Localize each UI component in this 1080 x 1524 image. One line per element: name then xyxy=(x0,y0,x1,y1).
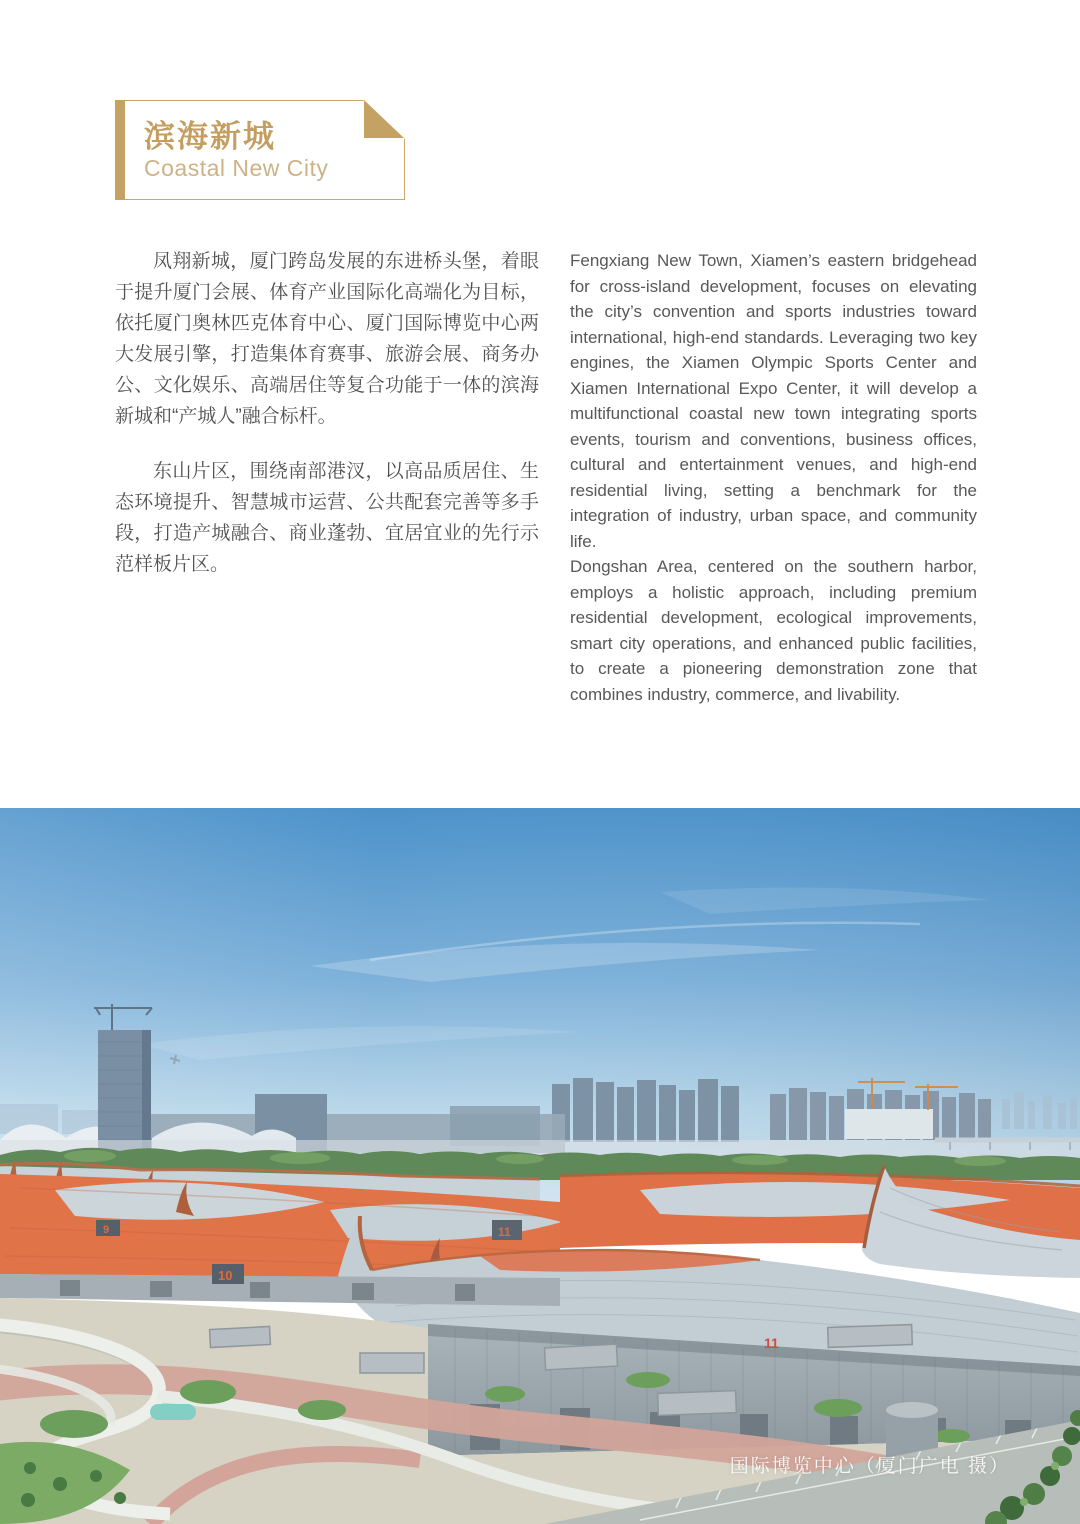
section-header xyxy=(115,100,405,200)
expo-center-photo xyxy=(0,808,1080,1524)
hall-number-label: 9 xyxy=(103,1224,110,1236)
intro-column-zh xyxy=(115,246,539,580)
header-accent-bar xyxy=(115,100,125,200)
intro-paragraph-zh-2: 东山片区，围绕南部港汊，以高品质居住、生态环境提升、智慧城市运营、公共配套完善等多手段，打造产城融合、商业蓬勃、宜居宜业的先行示范样板片区。 xyxy=(115,461,539,575)
hall-number-label: 10 xyxy=(218,1268,233,1283)
page-title-zh: 滨海新城 xyxy=(144,119,276,154)
pool xyxy=(150,1404,196,1420)
intro-paragraph-zh-1: 凤翔新城，厦门跨岛发展的东进桥头堡，着眼于提升厦门会展、体育产业国际化高端化为目标，依托厦门奥林匹克体育中心、厦门国际博览中心两大发展引擎，打造集体育赛事、旅游会展、商务办公、文化娱乐、高端居住等复合功能于一体的滨海新城和“产城人”融合标杆。 xyxy=(115,251,539,427)
page-title-en: Coastal New City xyxy=(144,155,329,181)
intro-paragraph-en-2: Dongshan Area, centered on the southern harbor, employs a holistic approach, including premium residential development, ecological improvements, smart city operations, and enhanced public facilities, to create a pioneering demonstration zone that combines industry, commerce, and livability. xyxy=(570,557,977,704)
photo-caption: 国际博览中心（厦门广电 摄） xyxy=(729,1456,1010,1477)
expo-center-photo-figure xyxy=(0,808,1080,1524)
intro-paragraph-en-1: Fengxiang New Town, Xiamen’s eastern bridgehead for cross-island development, focuses on elevating the city’s convention and sports industries toward international, high-end standards. Leveraging two key engines, the Xiamen Olympic Sports Center and Xiamen International Expo Center, it will develop a multifunctional coastal new town integrating sports events, tourism and conventions, business offices, cultural and entertainment venues, and high-end residential living, setting a benchmark for the integration of industry, urban space, and community life. xyxy=(570,251,977,551)
intro-column-en xyxy=(570,248,977,707)
hall-number-label: 11 xyxy=(498,1225,511,1239)
hall-number-label: 11 xyxy=(764,1335,779,1351)
